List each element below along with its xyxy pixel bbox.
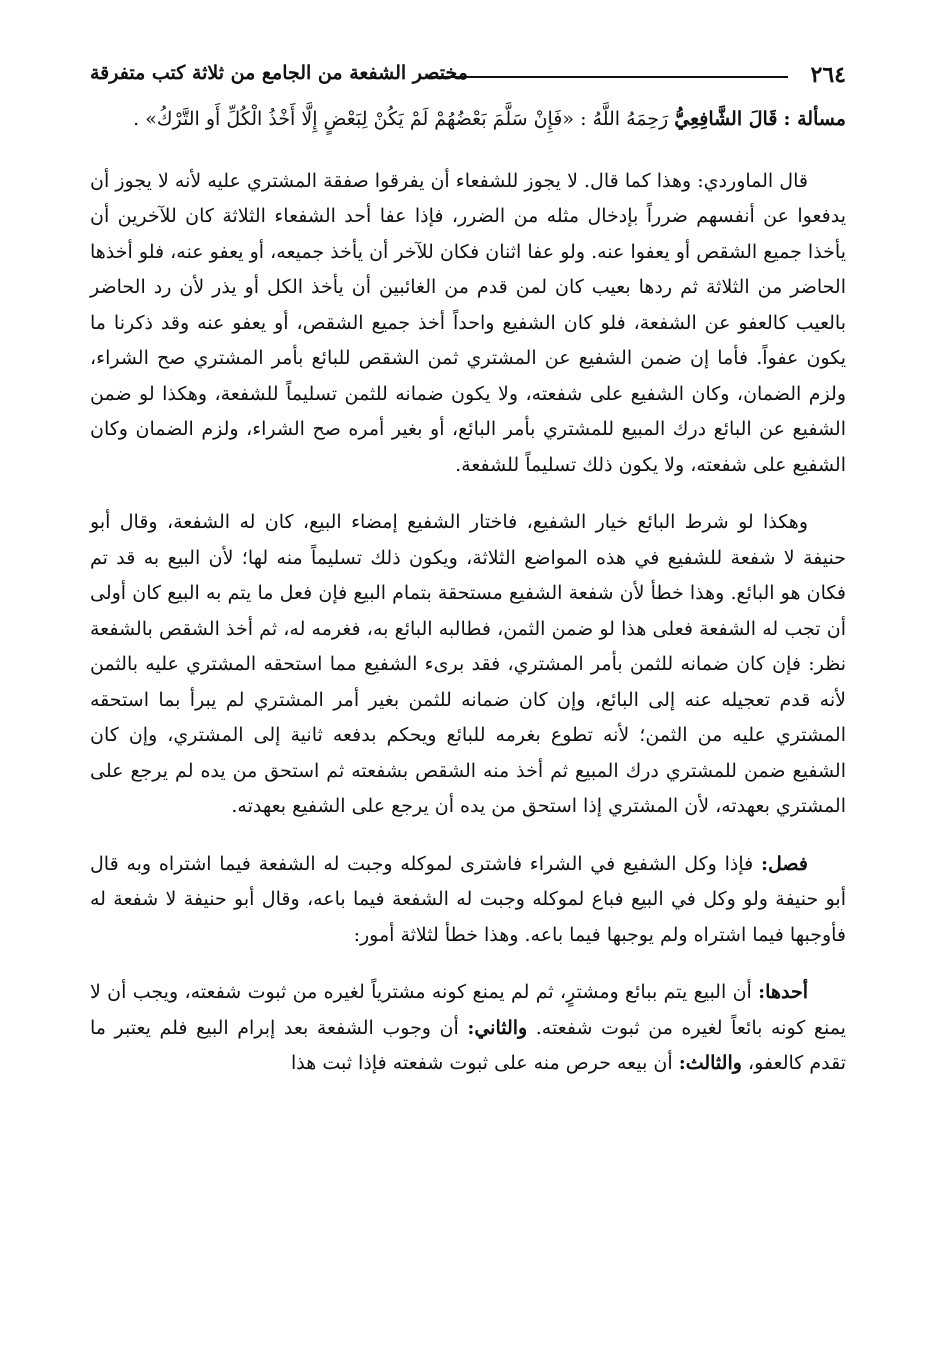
- page-number: ٢٦٤: [810, 62, 846, 88]
- reason-1-text: أن البيع يتم ببائع ومشترٍ، ثم لم يمنع كونه مشترياً لغيره من ثبوت شفعته، ويجب أن لا يمنع كونه بائعاً لغيره من ثبوت شفعته.: [90, 981, 846, 1039]
- fasl-text: فإذا وكل الشفيع في الشراء فاشترى لموكله وجبت له الشفعة فيما اشتراه وبه قال أبو حنيفة ولو وكل في البيع فباع لموكله وجبت له الشفعة فيما باعه، وقال أبو حنيفة لا شفعة له فأوجبها فيما اشتراه ولم يوجبها فيما باعه. وهذا خطأ لثلاثة أمور:: [90, 852, 846, 946]
- page-header: [90, 62, 846, 92]
- header-rule: [426, 76, 788, 78]
- issue-author: قَالَ الشَّافِعِيُّ: [674, 108, 778, 130]
- paragraph-khiyar: وهكذا لو شرط البائع خيار الشفيع، فاختار الشفيع إمضاء البيع، كان له الشفعة، وقال أبو حنيفة لا شفعة للشفيع في هذه المواضع الثلاثة، ويكون ذلك تسليماً منه لها؛ لأن البيع به قد تم فكان هو البائع. وهذا خطأ لأن شفعة الشفيع مستحقة بتمام البيع فإن فعل ما يتم به البيع كان أولى أن تجب له الشفعة فعلى هذا لو ضمن الثمن، فطالبه البائع به، فغرمه له، ثم أخذ الشقص بالشفعة نظر: فإن كان ضمانه للثمن بأمر المشتري، فقد برىء الشفيع مما استحقه المشتري عليه بالثمن لأنه قدم تعجيله عنه إلى البائع، وإن كان ضمانه للثمن بغير أمر المشتري لم يبرأ بما استحقه المشتري عليه من الثمن؛ لأنه تطوع بغرمه للبائع ويحكم بدفعه ثانية إلى المشتري، وإن كان الشفيع ضمن للمشتري درك المبيع ثم أخذ منه الشقص بشفعته ثم استحق من يده لم يرجع على المشتري بعهدته، لأن المشتري إذا استحق من يده أن يرجع على الشفيع بعهدته.: [90, 511, 846, 817]
- book-page: [90, 0, 846, 1369]
- main-text: [90, 102, 846, 1082]
- issue-label: مسألة :: [783, 108, 846, 130]
- paragraph-reasons: [90, 975, 846, 1082]
- reason-3-label: والثالث:: [678, 1052, 742, 1074]
- reason-3-text: أن بيعه حرص منه على ثبوت شفعته فإذا ثبت هذا: [291, 1052, 673, 1074]
- reason-2-label: والثاني:: [467, 1016, 528, 1039]
- reason-2-text: أن وجوب الشفعة بعد إبرام البيع فلم يعتبر ما تقدم كالعفو،: [90, 1016, 846, 1074]
- issue-honorific: رَحِمَهُ اللَّهُ :: [580, 108, 669, 130]
- running-title: مختصر الشفعة من الجامع من ثلاثة كتب متفرقة: [90, 62, 468, 84]
- fasl-label: فصل:: [761, 852, 808, 875]
- paragraph-commentary: قال الماوردي: وهذا كما قال. لا يجوز للشفعاء أن يفرقوا صفقة المشتري عليه لأنه لا يجوز أن يدفعوا عن أنفسهم ضرراً بإدخال مثله من الضرر، فإذا عفا أحد الشفعاء الثلاثة كان للآخرين أن يأخذا جميع الشقص أو يعفوا عنه. ولو عفا اثنان فكان للآخر أن يأخذ جميعه، أو يعفو عنه، فلو أخذها الحاضر من الثلاثة ثم ردها بعيب كان لمن قدم من الغائبين أن يأخذ الكل أو يذر لأن رد الحاضر بالعيب كالعفو عن الشفعة، فلو كان الشفيع واحداً أخذ جميع الشقص، أو يعفو عنه وقد ذكرنا ما يكون عفواً. فأما إن ضمن الشفيع عن المشتري ثمن الشقص للبائع بأمر المشتري صح الشراء، ولزم الضمان، وكان الشفيع على شفعته، ولا يكون ضمانه للثمن تسليماً للشفعة، وهكذا لو ضمن الشفيع عن البائع درك المبيع للمشتري بأمر البائع، أو بغير أمره صح الشراء، ولزم الضمان وكان الشفيع على شفعته، ولا يكون ذلك تسليماً للشفعة.: [90, 169, 846, 476]
- issue-quote: «فَإِنْ سَلَّمَ بَعْضُهُمْ لَمْ يَكُنْ لِبَعْضٍ إِلَّا أَخْذُ الْكُلِّ أَو التَّرْكُ» .: [133, 108, 575, 130]
- reason-1-label: أحدها:: [758, 981, 808, 1003]
- issue-paragraph: [90, 102, 846, 138]
- paragraph-fasl: [90, 847, 846, 954]
